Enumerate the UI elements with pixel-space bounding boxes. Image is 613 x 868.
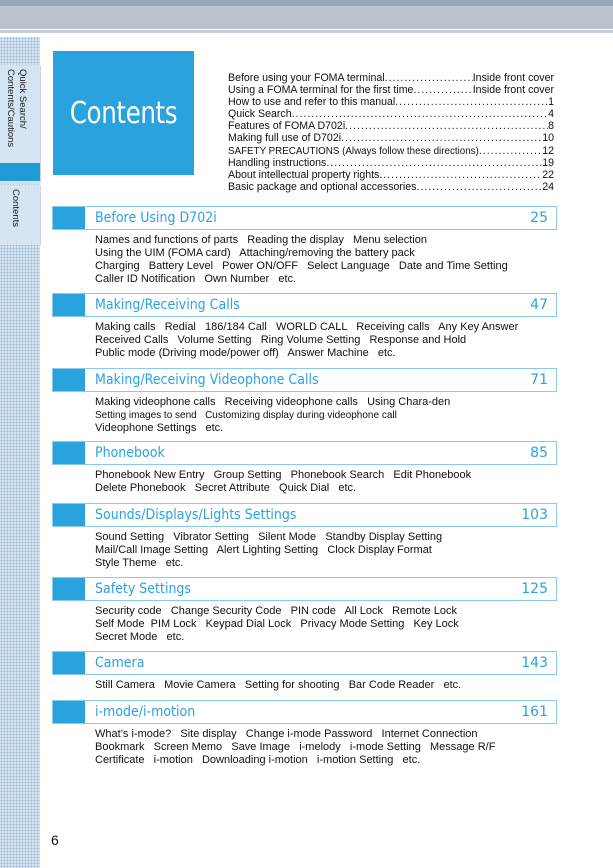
chapter-heading[interactable] bbox=[52, 441, 557, 465]
toc-leader-dots bbox=[385, 72, 473, 84]
chapter-topic-line: Still Camera Movie Camera Setting for shooting Bar Code Reader etc. bbox=[95, 679, 462, 691]
chapter-heading[interactable] bbox=[52, 503, 557, 527]
chapter-topics bbox=[95, 728, 565, 767]
sidebar-tab-quick-search-label-1: Quick Search/ bbox=[17, 69, 28, 129]
toc-entry[interactable] bbox=[228, 157, 554, 169]
chapter-title: Sounds/Displays/Lights Settings bbox=[95, 507, 297, 523]
toc-entry-page: 12 bbox=[542, 144, 554, 157]
chapter-page: 103 bbox=[521, 507, 548, 523]
chapter-topic-line: Charging Battery Level Power ON/OFF Select Language Date and Time Setting bbox=[95, 260, 508, 272]
toc-entry[interactable] bbox=[228, 72, 554, 84]
toc-entry[interactable] bbox=[228, 84, 554, 96]
chapter-topics bbox=[95, 234, 565, 286]
toc-entry-label: How to use and refer to this manual bbox=[228, 96, 396, 109]
toc-entry-label: Features of FOMA D702i bbox=[228, 120, 346, 133]
chapter-topic-line: Delete Phonebook Secret Attribute Quick Dial etc. bbox=[95, 482, 357, 494]
chapter-page: 125 bbox=[521, 581, 548, 597]
chapter-topic-line: Secret Mode etc. bbox=[95, 631, 185, 643]
toc-leader-dots bbox=[326, 157, 542, 169]
toc-leader-dots bbox=[341, 132, 542, 144]
chapter-topics bbox=[95, 679, 565, 692]
chapter-title: Before Using D702i bbox=[95, 210, 217, 226]
sidebar-tab-contents[interactable] bbox=[0, 185, 41, 245]
chapter-topic-line: Received Calls Volume Setting Ring Volume Setting Response and Hold bbox=[95, 334, 467, 346]
chapter-heading[interactable] bbox=[52, 206, 557, 230]
chapter-topic-line: Security code Change Security Code PIN code All Lock Remote Lock bbox=[95, 605, 457, 617]
chapter-color-strip bbox=[53, 442, 85, 464]
toc-entry[interactable] bbox=[228, 169, 554, 181]
toc-entry-page: 10 bbox=[542, 132, 554, 145]
chapter-color-strip bbox=[53, 578, 85, 600]
chapter-topic-line: Certificate i-motion Downloading i-motion i-motion Setting etc. bbox=[95, 754, 421, 766]
chapter-color-strip bbox=[53, 369, 85, 391]
toc-entry-label: Making full use of D702i bbox=[228, 132, 342, 145]
chapter-topic-line: Making videophone calls Receiving videophone calls Using Chara-den bbox=[95, 396, 451, 408]
toc-leader-dots bbox=[479, 145, 542, 157]
chapter-page: 143 bbox=[521, 655, 548, 671]
chapter-topic-line: Caller ID Notification Own Number etc. bbox=[95, 273, 297, 285]
toc-entry-label: Quick Search bbox=[228, 108, 292, 121]
chapter-topic-line: Style Theme etc. bbox=[95, 557, 184, 569]
toc-leader-dots bbox=[379, 169, 542, 181]
contents-header-box bbox=[53, 51, 194, 175]
chapter-topic-line: Self Mode PIM Lock Keypad Dial Lock Privacy Mode Setting Key Lock bbox=[95, 618, 459, 630]
chapter-page: 85 bbox=[530, 445, 548, 461]
sidebar-active-marker bbox=[0, 163, 41, 181]
toc-entry-page: 22 bbox=[542, 168, 554, 181]
chapter-topics bbox=[95, 321, 565, 360]
page-number: 6 bbox=[51, 832, 59, 848]
chapter-title: Camera bbox=[95, 655, 145, 671]
toc-entry[interactable] bbox=[228, 120, 554, 132]
toc-entry-page: 1 bbox=[548, 96, 554, 109]
toc-entry-label: Handling instructions bbox=[228, 156, 327, 169]
chapter-topics bbox=[95, 396, 565, 435]
toc-entry-page: 4 bbox=[548, 108, 554, 121]
chapter-title: Making/Receiving Videophone Calls bbox=[95, 372, 319, 388]
chapter-color-strip bbox=[53, 701, 85, 723]
toc-entry-page: 24 bbox=[542, 180, 554, 193]
chapter-topic-line: Phonebook New Entry Group Setting Phonebook Search Edit Phonebook bbox=[95, 469, 472, 481]
chapter-page: 71 bbox=[530, 372, 548, 388]
chapter-title: i-mode/i-motion bbox=[95, 704, 196, 720]
chapter-page: 161 bbox=[521, 704, 548, 720]
chapter-heading[interactable] bbox=[52, 293, 557, 317]
chapter-topic-line: Making calls Redial 186/184 Call WORLD CALL Receiving calls Any Key Answer bbox=[95, 321, 519, 333]
toc-leader-dots bbox=[395, 96, 548, 108]
chapter-color-strip bbox=[53, 504, 85, 526]
top-band bbox=[0, 0, 613, 29]
toc-entry[interactable] bbox=[228, 132, 554, 144]
chapter-topic-line: Mail/Call Image Setting Alert Lighting Setting Clock Display Format bbox=[95, 544, 432, 556]
page-title: Contents bbox=[69, 95, 178, 131]
chapter-heading[interactable] bbox=[52, 700, 557, 724]
chapter-topic-line: Using the UIM (FOMA card) Attaching/removing the battery pack bbox=[95, 247, 415, 259]
toc-entry[interactable] bbox=[228, 145, 554, 157]
chapter-page: 25 bbox=[530, 210, 548, 226]
chapter-topic-line: Names and functions of parts Reading the display Menu selection bbox=[95, 234, 428, 246]
toc-leader-dots bbox=[292, 108, 549, 120]
chapter-topic-line: Public mode (Driving mode/power off) Answer Machine etc. bbox=[95, 347, 396, 359]
chapter-color-strip bbox=[53, 294, 85, 316]
toc-leader-dots bbox=[416, 181, 542, 193]
chapter-title: Safety Settings bbox=[95, 581, 191, 597]
sidebar bbox=[0, 37, 40, 868]
chapter-topic-line: Videophone Settings etc. bbox=[95, 422, 224, 434]
chapter-heading[interactable] bbox=[52, 651, 557, 675]
chapter-topics bbox=[95, 531, 565, 570]
toc-entry-page: 8 bbox=[548, 120, 554, 133]
front-matter-toc bbox=[228, 72, 554, 193]
toc-entry[interactable] bbox=[228, 181, 554, 193]
toc-entry-label: Basic package and optional accessories bbox=[228, 180, 417, 193]
sidebar-tab-quick-search-label-2: Contents/Cautions bbox=[5, 69, 16, 148]
toc-entry-page: Inside front cover bbox=[472, 72, 554, 84]
toc-entry-page: Inside front cover bbox=[472, 84, 554, 97]
chapter-topics bbox=[95, 469, 565, 495]
chapter-topic-line: Bookmark Screen Memo Save Image i-melody i-mode Setting Message R/F bbox=[95, 741, 496, 753]
toc-entry-label: Using a FOMA terminal for the first time bbox=[228, 84, 414, 97]
chapter-topics bbox=[95, 605, 565, 644]
toc-entry-label: Before using your FOMA terminal bbox=[228, 72, 385, 84]
chapter-color-strip bbox=[53, 652, 85, 674]
sidebar-tab-contents-label: Contents bbox=[10, 189, 21, 228]
chapter-title: Phonebook bbox=[95, 445, 165, 461]
chapter-topic-line: Setting images to send Customizing display during videophone call bbox=[95, 410, 397, 421]
chapter-heading[interactable] bbox=[52, 368, 557, 392]
toc-entry-label: About intellectual property rights bbox=[228, 168, 380, 181]
toc-entry[interactable] bbox=[228, 96, 554, 108]
chapter-page: 47 bbox=[530, 297, 548, 313]
toc-leader-dots bbox=[413, 84, 472, 96]
chapter-heading[interactable] bbox=[52, 577, 557, 601]
chapter-topic-line: Sound Setting Vibrator Setting Silent Mode Standby Display Setting bbox=[95, 531, 443, 543]
chapter-topic-line: What’s i-mode? Site display Change i-mode Password Internet Connection bbox=[95, 728, 478, 740]
chapter-title: Making/Receiving Calls bbox=[95, 297, 240, 313]
toc-leader-dots bbox=[345, 120, 548, 132]
toc-entry-page: 19 bbox=[542, 156, 554, 169]
chapter-color-strip bbox=[53, 207, 85, 229]
toc-entry[interactable] bbox=[228, 108, 554, 120]
toc-entry-label: SAFETY PRECAUTIONS (Always follow these directions) bbox=[228, 145, 479, 157]
